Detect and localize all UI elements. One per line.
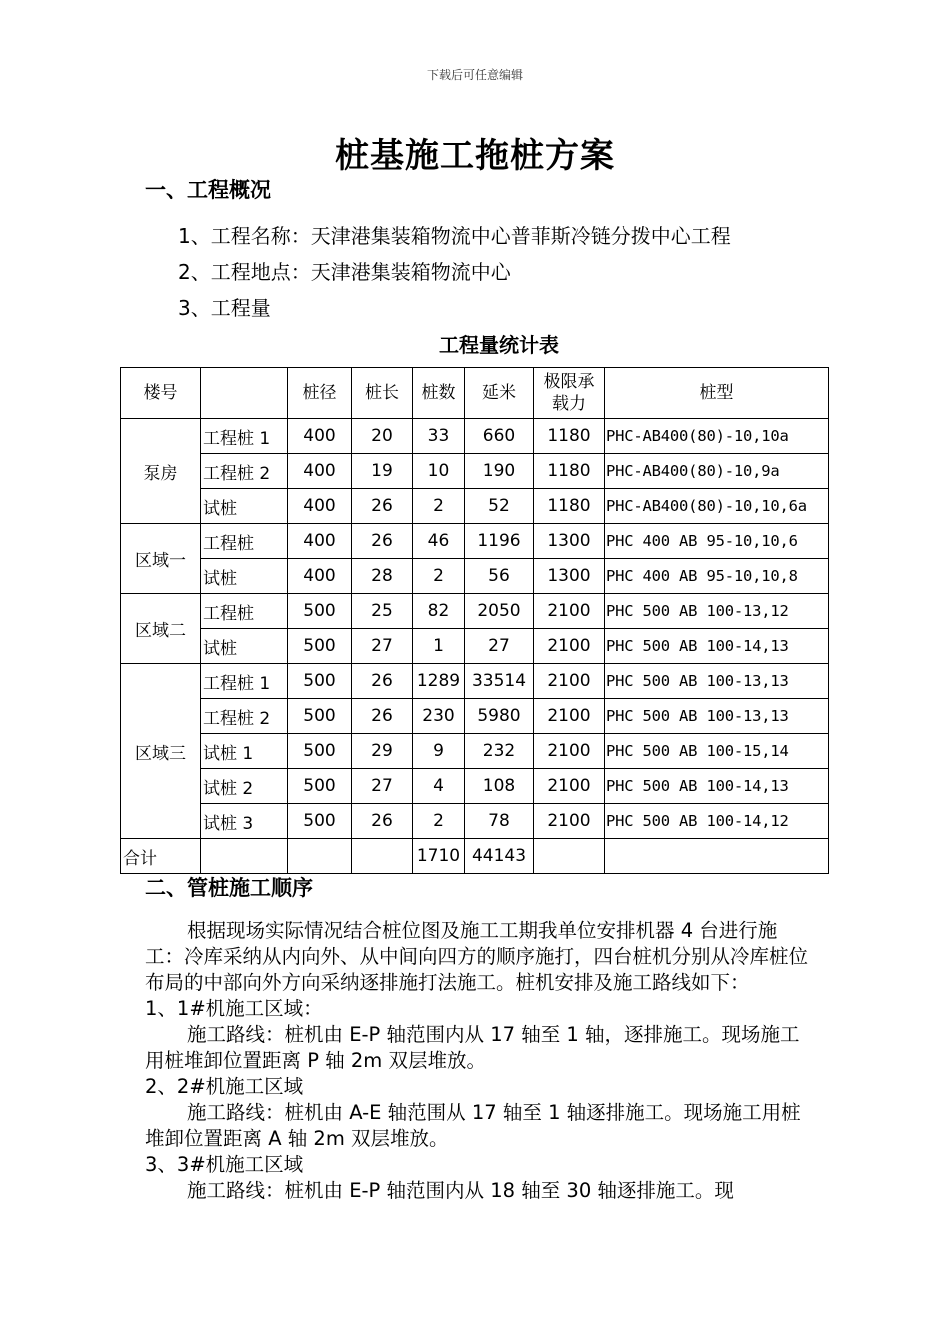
header-count: 桩数 xyxy=(413,368,465,419)
paragraph: 施工路线：桩机由 A-E 轴范围从 17 轴至 1 轴逐排施工。现场施工用桩堆卸位置距离 A 轴 2m 双层堆放。 xyxy=(145,1101,801,1150)
empty-cell xyxy=(605,839,829,874)
group-name: 区域三 xyxy=(121,664,201,839)
pile-model: PHC 500 AB 100-14,13 xyxy=(605,629,829,664)
group-name: 泵房 xyxy=(121,419,201,524)
capacity: 1180 xyxy=(534,419,605,454)
pile-kind: 工程桩 1 xyxy=(201,664,288,699)
count: 1289 xyxy=(413,664,465,699)
table-row xyxy=(121,699,829,734)
total-length: 2050 xyxy=(465,594,534,629)
total-length: 52 xyxy=(465,489,534,524)
diameter: 500 xyxy=(288,769,352,804)
header-length: 桩长 xyxy=(352,368,413,419)
paragraph: 施工路线：桩机由 E-P 轴范围内从 18 轴至 30 轴逐排施工。现 xyxy=(187,1179,734,1202)
diameter: 400 xyxy=(288,559,352,594)
total-row xyxy=(121,839,829,874)
capacity: 2100 xyxy=(534,769,605,804)
project-name-line: 1、工程名称：天津港集装箱物流中心普菲斯冷链分拨中心工程 xyxy=(178,224,731,248)
table-title: 工程量统计表 xyxy=(439,333,559,357)
length: 26 xyxy=(352,699,413,734)
pile-kind: 工程桩 1 xyxy=(201,419,288,454)
total-length: 190 xyxy=(465,454,534,489)
count: 33 xyxy=(413,419,465,454)
pile-model: PHC 400 AB 95-10,10,6 xyxy=(605,524,829,559)
pile-kind: 试桩 1 xyxy=(201,734,288,769)
paragraph: 2、2#机施工区域 xyxy=(145,1075,304,1098)
total-length: 27 xyxy=(465,629,534,664)
pile-kind: 试桩 xyxy=(201,629,288,664)
diameter: 500 xyxy=(288,594,352,629)
capacity: 2100 xyxy=(534,734,605,769)
total-length: 33514 xyxy=(465,664,534,699)
quantity-line: 3、工程量 xyxy=(178,296,271,320)
empty-cell xyxy=(288,839,352,874)
diameter: 500 xyxy=(288,699,352,734)
capacity: 2100 xyxy=(534,629,605,664)
capacity: 2100 xyxy=(534,804,605,839)
capacity: 1180 xyxy=(534,489,605,524)
count: 1 xyxy=(413,629,465,664)
capacity: 1300 xyxy=(534,559,605,594)
total-length: 5980 xyxy=(465,699,534,734)
capacity: 1300 xyxy=(534,524,605,559)
capacity: 2100 xyxy=(534,594,605,629)
total-length: 1196 xyxy=(465,524,534,559)
pile-kind: 试桩 3 xyxy=(201,804,288,839)
count: 4 xyxy=(413,769,465,804)
length: 25 xyxy=(352,594,413,629)
pile-kind: 试桩 xyxy=(201,489,288,524)
diameter: 500 xyxy=(288,734,352,769)
table-row xyxy=(121,594,829,629)
length: 29 xyxy=(352,734,413,769)
count: 230 xyxy=(413,699,465,734)
diameter: 400 xyxy=(288,489,352,524)
total-length: 78 xyxy=(465,804,534,839)
paragraph: 根据现场实际情况结合桩位图及施工工期我单位安排机器 4 台进行施工：冷库采纳从内向外、从中间向四方的顺序施打，四台桩机分别从冷库桩位布局的中部向外方向采纳逐排施打法施工。桩机安排及施工路线如下： xyxy=(145,919,809,994)
pile-kind: 试桩 xyxy=(201,559,288,594)
count: 2 xyxy=(413,559,465,594)
paragraph: 1、1#机施工区域： xyxy=(145,997,323,1020)
pile-kind: 工程桩 2 xyxy=(201,699,288,734)
table-row xyxy=(121,804,829,839)
length: 27 xyxy=(352,769,413,804)
diameter: 400 xyxy=(288,454,352,489)
total-length: 108 xyxy=(465,769,534,804)
header-pile-model: 桩型 xyxy=(605,368,829,419)
length: 28 xyxy=(352,559,413,594)
empty-cell xyxy=(352,839,413,874)
count: 9 xyxy=(413,734,465,769)
header-note: 下载后可任意编辑 xyxy=(426,68,523,82)
count: 2 xyxy=(413,804,465,839)
header-building: 楼号 xyxy=(121,368,201,419)
total-length: 44143 xyxy=(465,839,534,874)
header-capacity: 极限承载力 xyxy=(534,368,605,419)
group-name: 区域一 xyxy=(121,524,201,594)
table-row xyxy=(121,454,829,489)
pile-model: PHC 500 AB 100-14,13 xyxy=(605,769,829,804)
length: 26 xyxy=(352,804,413,839)
header-pile-kind xyxy=(201,368,288,419)
pile-model: PHC 500 AB 100-15,14 xyxy=(605,734,829,769)
pile-kind: 试桩 2 xyxy=(201,769,288,804)
length: 20 xyxy=(352,419,413,454)
diameter: 500 xyxy=(288,664,352,699)
pile-model: PHC-AB400(80)-10,10a xyxy=(605,419,829,454)
group-name: 区域二 xyxy=(121,594,201,664)
capacity: 2100 xyxy=(534,664,605,699)
count: 82 xyxy=(413,594,465,629)
length: 26 xyxy=(352,489,413,524)
pile-model: PHC 500 AB 100-14,12 xyxy=(605,804,829,839)
pile-model: PHC-AB400(80)-10,9a xyxy=(605,454,829,489)
diameter: 500 xyxy=(288,629,352,664)
project-location-line: 2、工程地点：天津港集装箱物流中心 xyxy=(178,260,511,284)
header-diameter: 桩径 xyxy=(288,368,352,419)
table-row xyxy=(121,559,829,594)
empty-cell xyxy=(201,839,288,874)
pile-model: PHC 500 AB 100-13,13 xyxy=(605,664,829,699)
quantity-table xyxy=(120,367,829,874)
paragraph: 施工路线：桩机由 E-P 轴范围内从 17 轴至 1 轴，逐排施工。现场施工用桩堆卸位置距离 P 轴 2m 双层堆放。 xyxy=(145,1023,800,1072)
pile-model: PHC 400 AB 95-10,10,8 xyxy=(605,559,829,594)
pile-model: PHC 500 AB 100-13,12 xyxy=(605,594,829,629)
section-2-heading: 二、管桩施工顺序 xyxy=(145,876,313,900)
pile-kind: 工程桩 2 xyxy=(201,454,288,489)
document-title: 桩基施工拖桩方案 xyxy=(335,136,615,176)
table-row xyxy=(121,769,829,804)
paragraph: 3、3#机施工区域 xyxy=(145,1153,304,1176)
header-total-length: 延米 xyxy=(465,368,534,419)
capacity: 1180 xyxy=(534,454,605,489)
diameter: 500 xyxy=(288,804,352,839)
total-label: 合计 xyxy=(121,839,201,874)
section-2-body xyxy=(145,918,815,1204)
total-length: 232 xyxy=(465,734,534,769)
diameter: 400 xyxy=(288,419,352,454)
table-row xyxy=(121,524,829,559)
count: 10 xyxy=(413,454,465,489)
capacity: 2100 xyxy=(534,699,605,734)
table-row xyxy=(121,629,829,664)
total-length: 56 xyxy=(465,559,534,594)
length: 26 xyxy=(352,524,413,559)
table-row xyxy=(121,664,829,699)
pile-kind: 工程桩 xyxy=(201,594,288,629)
length: 27 xyxy=(352,629,413,664)
length: 19 xyxy=(352,454,413,489)
table-row xyxy=(121,734,829,769)
length: 26 xyxy=(352,664,413,699)
total-count: 1710 xyxy=(413,839,465,874)
count: 2 xyxy=(413,489,465,524)
table-row xyxy=(121,489,829,524)
table-row xyxy=(121,419,829,454)
pile-kind: 工程桩 xyxy=(201,524,288,559)
total-length: 660 xyxy=(465,419,534,454)
table-header-row xyxy=(121,368,829,419)
section-1-heading: 一、工程概况 xyxy=(145,178,271,202)
pile-model: PHC-AB400(80)-10,10,6a xyxy=(605,489,829,524)
diameter: 400 xyxy=(288,524,352,559)
count: 46 xyxy=(413,524,465,559)
pile-model: PHC 500 AB 100-13,13 xyxy=(605,699,829,734)
empty-cell xyxy=(534,839,605,874)
